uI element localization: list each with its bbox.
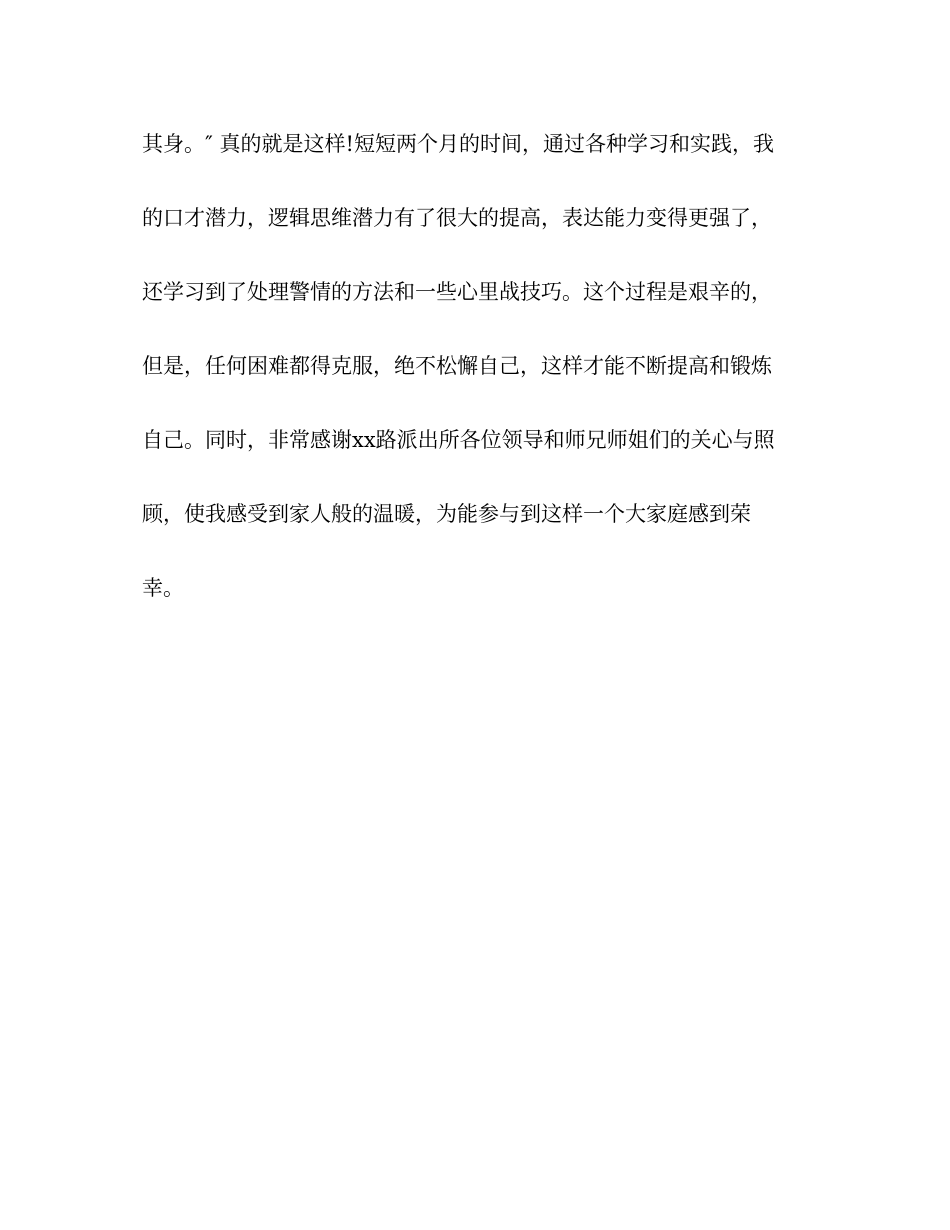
body-paragraph — [142, 120, 822, 638]
paragraph-line: 其身。″ 真的就是这样!短短两个月的时间，通过各种学习和实践，我 — [142, 132, 774, 156]
paragraph-line: 还学习到了处理警情的方法和一些心里战技巧。这个过程是艰辛的， — [142, 280, 772, 304]
paragraph-line: 顾，使我感受到家人般的温暖，为能参与到这样一个大家庭感到荣 — [142, 502, 751, 526]
paragraph-line: 自己。同时，非常感谢xx路派出所各位领导和师兄师姐们的关心与照 — [142, 428, 775, 452]
paragraph-line: 但是，任何困难都得克服，绝不松懈自己，这样才能不断提高和锻炼 — [142, 354, 772, 378]
paragraph-line: 幸。 — [142, 576, 184, 600]
paragraph-line: 的口才潜力，逻辑思维潜力有了很大的提高，表达能力变得更强了， — [142, 206, 772, 230]
